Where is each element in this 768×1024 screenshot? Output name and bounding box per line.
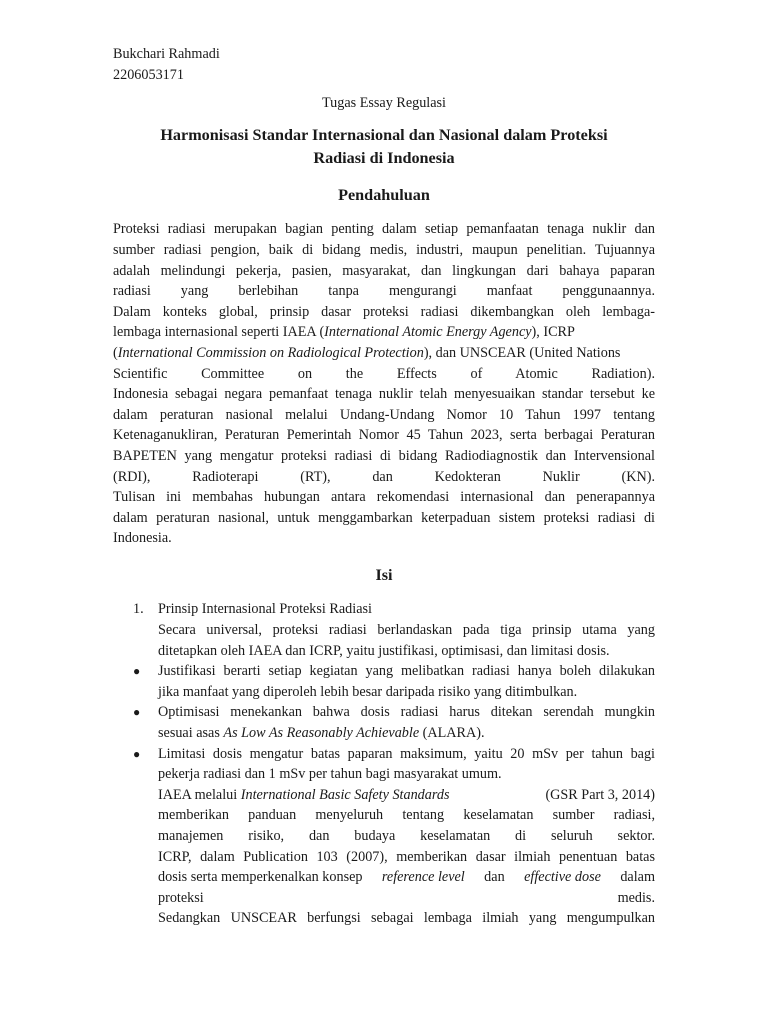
text-line: ICRP, dalam Publication 103 (2007), memberikan dasar ilmiah penentuan batas: [158, 848, 655, 865]
bullet-icon: ●: [133, 746, 141, 761]
essay-title-line-2: Radiasi di Indonesia: [313, 148, 455, 167]
intro-paragraph: [113, 219, 655, 549]
text-line: Ketenaganukliran, Peraturan Pemerintah Nomor 45 Tahun 2023, serta berbagai Peraturan: [113, 427, 655, 444]
text-line: Indonesia.: [113, 530, 172, 547]
text-line: (International Commission on Radiological Protection), dan UNSCEAR (United Nations: [113, 344, 621, 361]
text-line: Proteksi radiasi merupakan bagian penting dalam setiap pemanfaatan tenaga nuklir dan: [113, 221, 655, 238]
text-line: dalam peraturan nasional, untuk menggambarkan keterpaduan sistem proteksi radiasi di: [113, 509, 655, 526]
list-item-1: [113, 599, 655, 620]
course-title: Tugas Essay Regulasi: [321, 95, 446, 112]
text-line: BAPETEN yang mengatur proteksi radiasi di bidang Radiodiagnostik dan Intervensional: [113, 447, 655, 464]
text-line: sumber radiasi pengion, baik di bidang medis, industri, maupun penelitian. Tujuannya: [113, 241, 655, 258]
text-line: IAEA melalui International Basic Safety Standards (GSR Part 3, 2014): [158, 786, 655, 803]
essay-title-line-1: Harmonisasi Standar Internasional dan Nasional dalam Proteksi: [160, 125, 608, 144]
list-number: 1.: [133, 601, 144, 618]
text-line: memberikan panduan menyeluruh tentang keselamatan sumber radiasi,: [158, 807, 655, 824]
essay-title: [113, 124, 655, 170]
text-line: jika manfaat yang diperoleh lebih besar daripada risiko yang ditimbulkan.: [158, 683, 578, 700]
bullet-item-justifikasi: ● Justifikasi berarti setiap kegiatan yang melibatkan radiasi hanya boleh dilakukan: [113, 661, 655, 682]
list-item-title: Prinsip Internasional Proteksi Radiasi: [158, 601, 372, 618]
text-line: (RDI), Radioterapi (RT), dan Kedokteran Nuklir (KN).: [113, 468, 655, 485]
numbered-list: [113, 599, 655, 929]
text-line: radiasi yang berlebihan tanpa mengurangi manfaat penggunaannya.: [113, 283, 655, 300]
text-line: pekerja radiasi dan 1 mSv per tahun bagi masyarakat umum.: [158, 766, 502, 783]
text-segment: lembaga internasional seperti IAEA (International Atomic Energy Agency), ICRP: [113, 324, 575, 341]
heading-pendahuluan: Pendahuluan: [338, 185, 430, 204]
text-line: Dalam konteks global, prinsip dasar proteksi radiasi dikembangkan oleh lembaga-: [113, 303, 655, 320]
bullet-item-optimisasi: ● Optimisasi menekankan bahwa dosis radiasi harus ditekan serendah mungkin: [113, 702, 655, 723]
text-line: proteksi medis.: [158, 889, 655, 906]
text-line: adalah melindungi pekerja, pasien, masyarakat, dan lingkungan dari bahaya paparan: [113, 262, 655, 279]
heading-isi: Isi: [375, 565, 393, 584]
author-name: Bukchari Rahmadi: [113, 46, 220, 62]
text-line: dosis serta memperkenalkan konsep reference level dan effective dose dalam: [158, 869, 655, 886]
text-line: manajemen risiko, dan budaya keselamatan di seluruh sektor.: [158, 828, 655, 844]
bullet-icon: ●: [133, 664, 141, 679]
tail-paragraph: [113, 785, 655, 929]
text-line: ditetapkan oleh IAEA dan ICRP, yaitu justifikasi, optimisasi, dan limitasi dosis.: [158, 642, 610, 659]
student-id: 2206053171: [113, 66, 184, 83]
text-line: sesuai asas As Low As Reasonably Achievable (ALARA).: [158, 725, 485, 742]
text-line: Secara universal, proteksi radiasi berlandaskan pada tiga prinsip utama yang: [158, 622, 655, 639]
text-line: Tulisan ini membahas hubungan antara rekomendasi internasional dan penerapannya: [113, 489, 655, 506]
bullet-icon: ●: [133, 705, 141, 720]
text-line: Scientific Committee on the Effects of Atomic Radiation).: [113, 365, 655, 382]
text-line: Sedangkan UNSCEAR berfungsi sebagai lembaga ilmiah yang mengumpulkan: [158, 910, 655, 927]
text-line: Indonesia sebagai negara pemanfaat tenaga nuklir telah menyesuaikan standar tersebut ke: [113, 386, 655, 403]
text-line: [113, 322, 655, 343]
bullet-list: [113, 661, 655, 785]
bullet-item-limitasi: ● Limitasi dosis mengatur batas paparan maksimum, yaitu 20 mSv per tahun bagi: [113, 744, 655, 765]
text-line: dalam peraturan nasional melalui Undang-Undang Nomor 10 Tahun 1997 tentang: [113, 406, 655, 423]
